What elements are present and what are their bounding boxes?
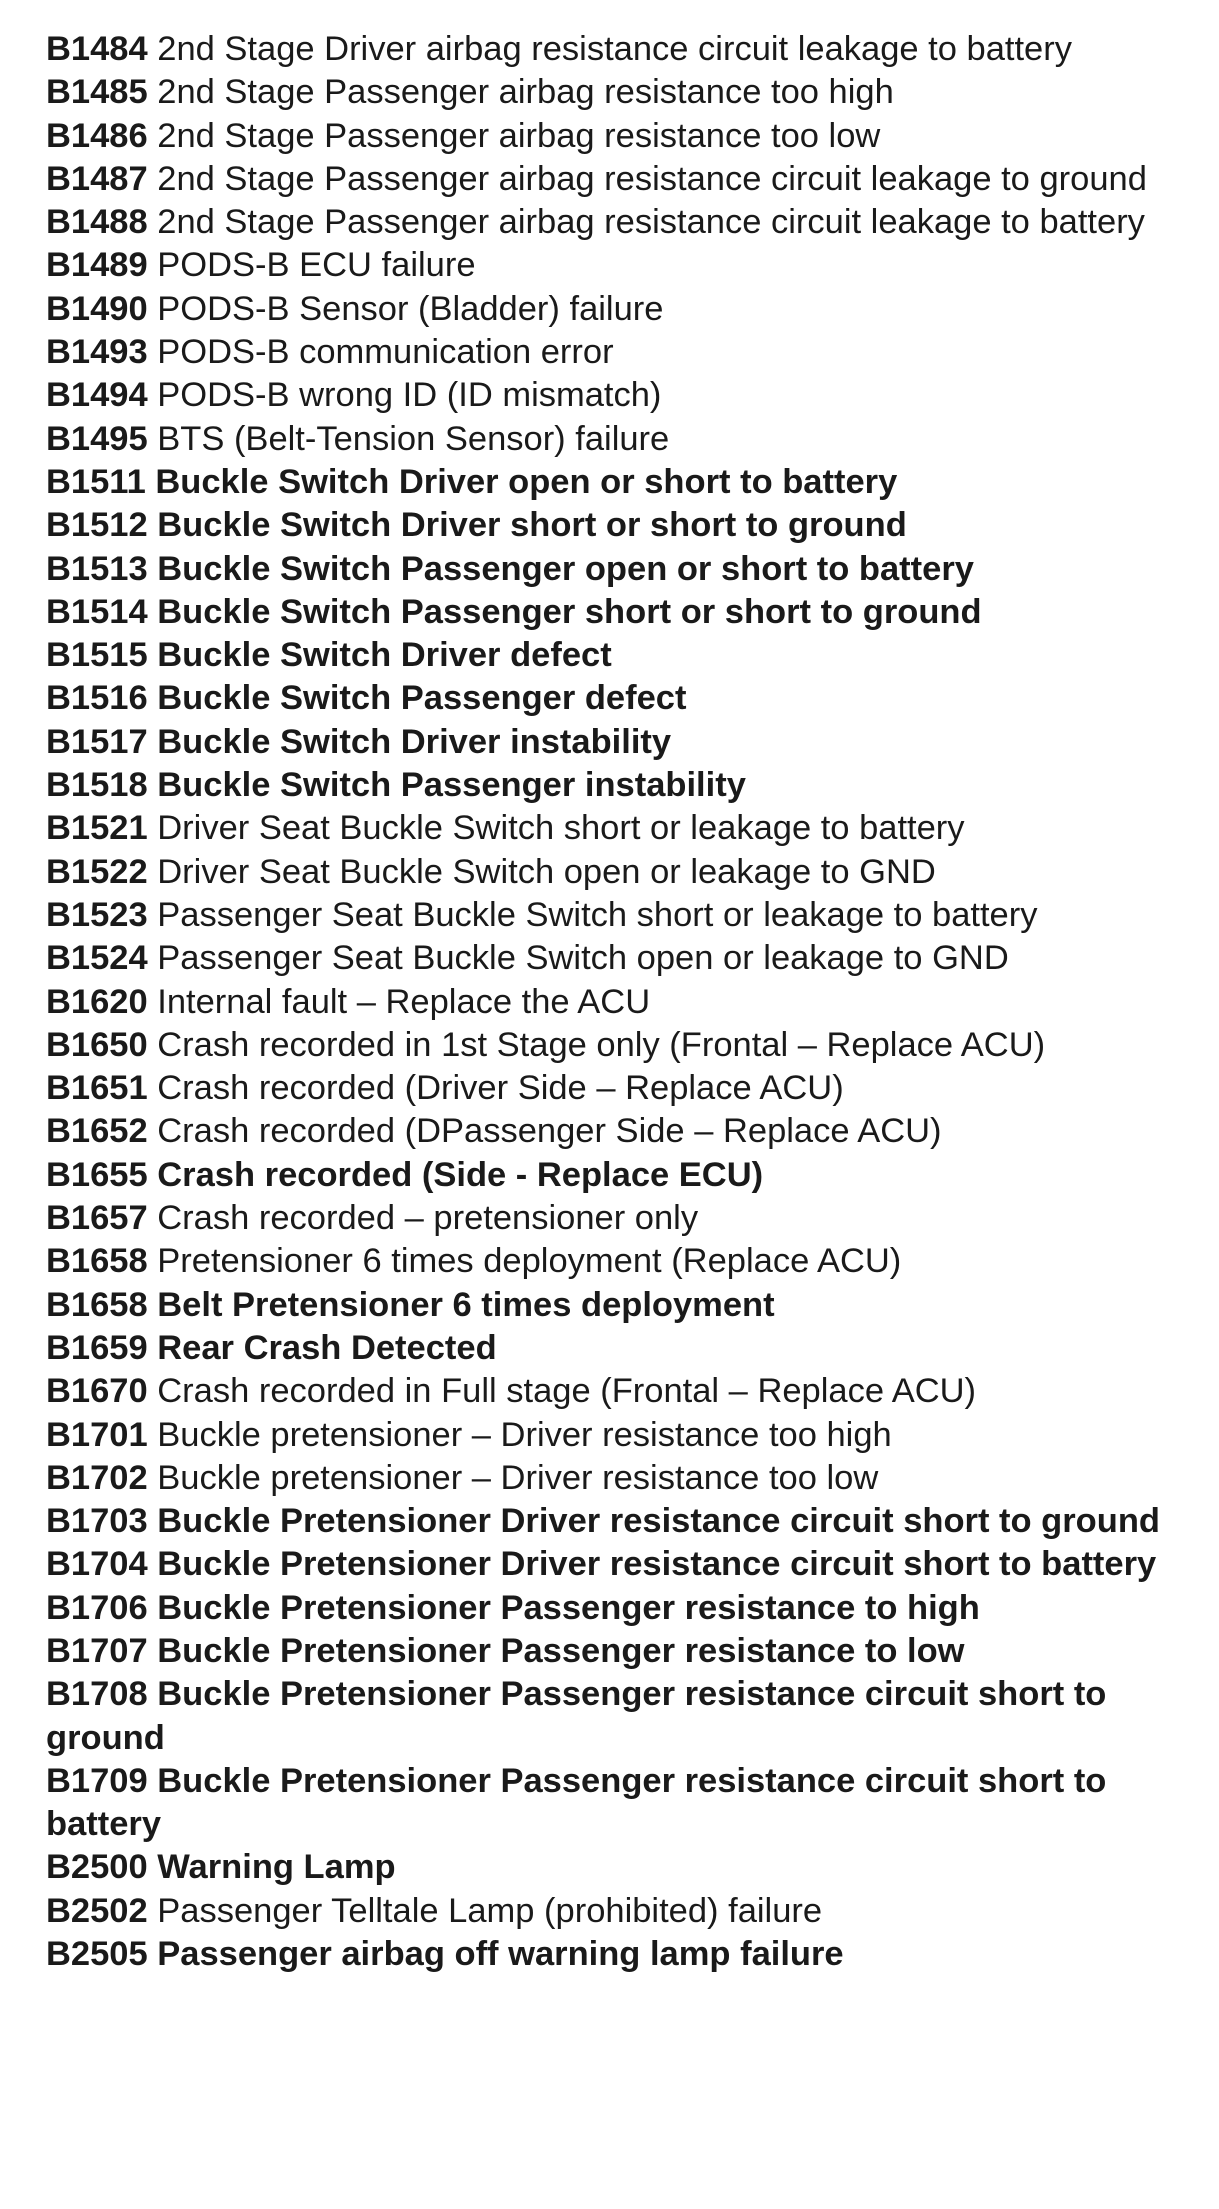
fault-code: B1486 xyxy=(46,116,148,155)
fault-code: B1484 xyxy=(46,30,148,68)
fault-code: B1620 xyxy=(46,982,148,1021)
list-item xyxy=(46,721,1206,764)
list-item xyxy=(46,201,1206,244)
fault-description: Buckle Switch Passenger defect xyxy=(157,679,687,718)
fault-code: B1707 xyxy=(46,1631,148,1670)
fault-code: B1511 xyxy=(46,462,146,501)
fault-code: B1658 xyxy=(46,1285,148,1324)
fault-code: B1652 xyxy=(46,1112,148,1151)
fault-code: B1701 xyxy=(46,1415,148,1454)
fault-code: B1512 xyxy=(46,506,148,545)
list-item xyxy=(46,548,1206,591)
fault-description: PODS-B Sensor (Bladder) failure xyxy=(157,289,664,328)
list-item xyxy=(46,504,1206,547)
list-item xyxy=(46,1933,1206,1976)
fault-description: Buckle Pretensioner Passenger resistance circuit short to battery xyxy=(46,1761,1107,1844)
fault-description: 2nd Stage Driver airbag resistance circuit leakage to battery xyxy=(157,30,1072,68)
list-item xyxy=(46,1543,1206,1586)
fault-description: Crash recorded – pretensioner only xyxy=(157,1199,699,1238)
list-item xyxy=(46,1890,1206,1933)
fault-code: B1709 xyxy=(46,1761,148,1800)
fault-description: Buckle pretensioner – Driver resistance too high xyxy=(157,1415,892,1454)
fault-code: B1670 xyxy=(46,1372,148,1411)
list-item xyxy=(46,158,1206,201)
fault-description: Passenger Telltale Lamp (prohibited) failure xyxy=(157,1891,823,1930)
fault-description: Rear Crash Detected xyxy=(157,1328,497,1367)
fault-code: B1514 xyxy=(46,592,148,631)
list-item xyxy=(46,1284,1206,1327)
list-item xyxy=(46,115,1206,158)
list-item xyxy=(46,71,1206,114)
fault-description: Buckle Pretensioner Driver resistance circuit short to ground xyxy=(157,1502,1160,1541)
fault-description: Passenger airbag off warning lamp failure xyxy=(157,1935,844,1974)
list-item xyxy=(46,677,1206,720)
fault-description: Warning Lamp xyxy=(157,1848,396,1887)
fault-code: B1495 xyxy=(46,419,148,458)
fault-code: B1494 xyxy=(46,376,148,415)
list-item xyxy=(46,1414,1206,1457)
fault-description: BTS (Belt-Tension Sensor) failure xyxy=(157,419,670,458)
list-item xyxy=(46,851,1206,894)
fault-code: B1521 xyxy=(46,809,148,848)
fault-description: Buckle Switch Passenger instability xyxy=(157,766,746,805)
list-item xyxy=(46,1197,1206,1240)
fault-code: B1485 xyxy=(46,73,148,112)
fault-description: PODS-B wrong ID (ID mismatch) xyxy=(157,376,662,415)
fault-code: B1650 xyxy=(46,1025,148,1064)
fault-description: Buckle Switch Passenger short or short to ground xyxy=(157,592,982,631)
list-item xyxy=(46,331,1206,374)
fault-description: Buckle Pretensioner Passenger resistance circuit short to ground xyxy=(46,1675,1107,1757)
list-item xyxy=(46,1240,1206,1283)
dtc-code-list xyxy=(46,28,1206,1976)
fault-description: 2nd Stage Passenger airbag resistance circuit leakage to ground xyxy=(157,159,1147,198)
list-item xyxy=(46,1110,1206,1153)
list-item xyxy=(46,981,1206,1024)
fault-description: 2nd Stage Passenger airbag resistance too high xyxy=(157,73,894,112)
fault-code: B2505 xyxy=(46,1935,148,1974)
list-item xyxy=(46,634,1206,677)
fault-description: Crash recorded in 1st Stage only (Frontal – Replace ACU) xyxy=(157,1025,1046,1064)
fault-code: B1658 xyxy=(46,1242,148,1281)
fault-description: Passenger Seat Buckle Switch open or leakage to GND xyxy=(157,939,1009,978)
fault-description: Buckle Pretensioner Passenger resistance to low xyxy=(157,1631,965,1670)
fault-code: B1516 xyxy=(46,679,148,718)
fault-description: Buckle Switch Driver defect xyxy=(157,636,612,675)
list-item xyxy=(46,1024,1206,1067)
list-item xyxy=(46,1846,1206,1889)
list-item xyxy=(46,937,1206,980)
fault-code: B1513 xyxy=(46,549,148,588)
fault-description: Crash recorded (Driver Side – Replace ACU) xyxy=(157,1069,844,1108)
list-item xyxy=(46,1760,1206,1847)
fault-code: B1523 xyxy=(46,895,148,934)
fault-code: B1487 xyxy=(46,159,148,198)
fault-code: B1488 xyxy=(46,203,148,242)
list-item xyxy=(46,418,1206,461)
fault-description: 2nd Stage Passenger airbag resistance circuit leakage to battery xyxy=(157,203,1145,242)
fault-description: 2nd Stage Passenger airbag resistance too low xyxy=(157,116,881,155)
fault-code: B1651 xyxy=(46,1069,148,1108)
fault-description: Buckle Pretensioner Passenger resistance to high xyxy=(157,1588,980,1627)
fault-code: B1518 xyxy=(46,766,148,805)
list-item xyxy=(46,288,1206,331)
fault-description: Buckle Switch Driver open or short to battery xyxy=(155,462,898,501)
list-item xyxy=(46,374,1206,417)
list-item xyxy=(46,1154,1206,1197)
list-item xyxy=(46,807,1206,850)
fault-description: Buckle pretensioner – Driver resistance too low xyxy=(157,1458,879,1497)
fault-code: B1517 xyxy=(46,722,148,761)
fault-code: B1659 xyxy=(46,1328,148,1367)
fault-description: Driver Seat Buckle Switch open or leakage to GND xyxy=(157,852,936,891)
list-item xyxy=(46,28,1206,71)
fault-description: Belt Pretensioner 6 times deployment xyxy=(157,1285,775,1324)
fault-code: B1657 xyxy=(46,1199,148,1238)
fault-description: Buckle Switch Driver instability xyxy=(157,722,672,761)
fault-code: B1706 xyxy=(46,1588,148,1627)
fault-code: B1515 xyxy=(46,636,148,675)
list-item xyxy=(46,461,1206,504)
list-item xyxy=(46,1587,1206,1630)
list-item xyxy=(46,1370,1206,1413)
fault-code: B1490 xyxy=(46,289,148,328)
fault-description: Crash recorded (Side - Replace ECU) xyxy=(157,1155,764,1194)
list-item xyxy=(46,1327,1206,1370)
fault-description: PODS-B ECU failure xyxy=(157,246,476,285)
list-item xyxy=(46,1500,1206,1543)
fault-description: Internal fault – Replace the ACU xyxy=(157,982,651,1021)
fault-code: B2502 xyxy=(46,1891,148,1930)
list-item xyxy=(46,244,1206,287)
fault-code: B1704 xyxy=(46,1545,148,1584)
list-item xyxy=(46,591,1206,634)
fault-description: Crash recorded (DPassenger Side – Replace ACU) xyxy=(157,1112,942,1151)
list-item xyxy=(46,764,1206,807)
fault-code: B1524 xyxy=(46,939,148,978)
fault-code: B1493 xyxy=(46,333,148,372)
fault-description: Crash recorded in Full stage (Frontal – Replace ACU) xyxy=(157,1372,977,1411)
fault-code: B1522 xyxy=(46,852,148,891)
fault-code: B1489 xyxy=(46,246,148,285)
list-item xyxy=(46,1630,1206,1673)
fault-code: B1708 xyxy=(46,1675,148,1714)
fault-description: Buckle Pretensioner Driver resistance circuit short to battery xyxy=(157,1545,1157,1584)
fault-code: B1655 xyxy=(46,1155,148,1194)
list-item xyxy=(46,1067,1206,1110)
fault-description: PODS-B communication error xyxy=(157,333,614,372)
list-item xyxy=(46,1457,1206,1500)
fault-description: Pretensioner 6 times deployment (Replace ACU) xyxy=(157,1242,902,1281)
fault-code: B1703 xyxy=(46,1502,148,1541)
fault-description: Buckle Switch Passenger open or short to battery xyxy=(157,549,974,588)
list-item xyxy=(46,1673,1206,1760)
fault-code: B1702 xyxy=(46,1458,148,1497)
fault-description: Buckle Switch Driver short or short to ground xyxy=(157,506,907,545)
fault-code: B2500 xyxy=(46,1848,148,1887)
list-item xyxy=(46,894,1206,937)
fault-description: Driver Seat Buckle Switch short or leakage to battery xyxy=(157,809,965,848)
fault-description: Passenger Seat Buckle Switch short or leakage to battery xyxy=(157,895,1038,934)
